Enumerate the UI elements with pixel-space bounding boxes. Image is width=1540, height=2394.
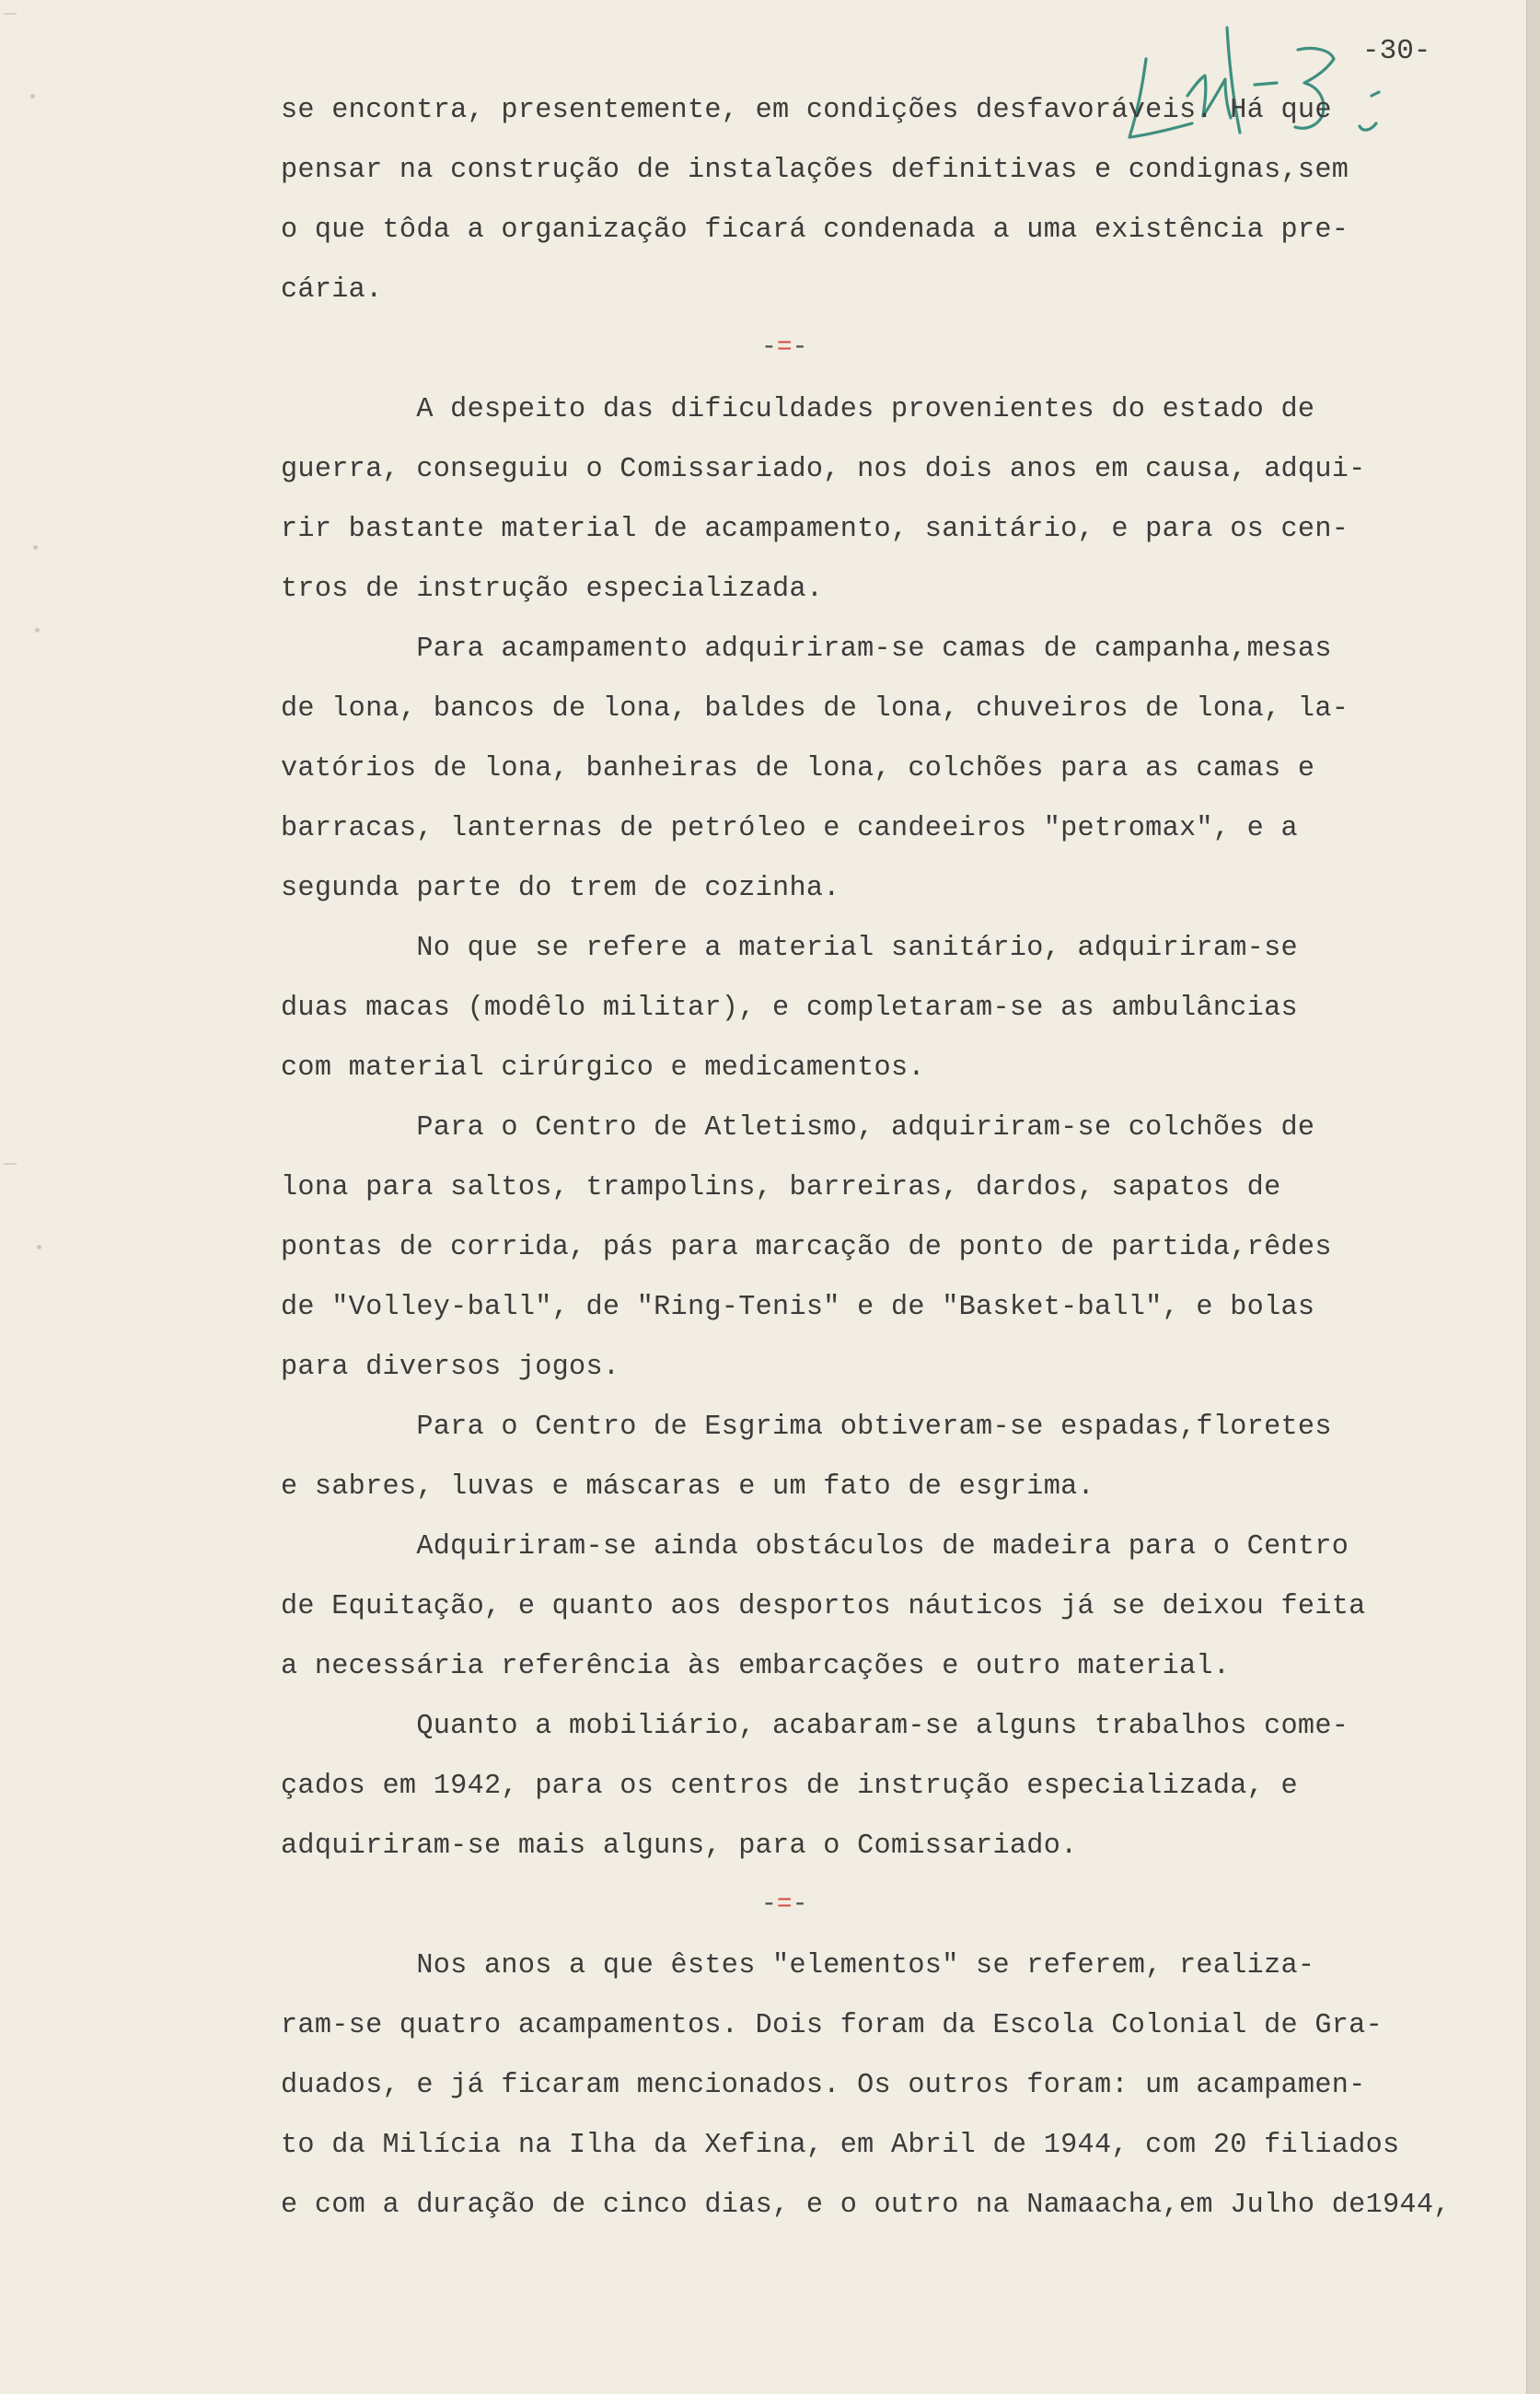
- paper-mark: [30, 94, 35, 99]
- section-separator: [761, 333, 807, 362]
- text-line: a necessária referência às embarcações e outro material.: [281, 1651, 1231, 1682]
- text-line: duados, e já ficaram mencionados. Os outros foram: um acampamen-: [281, 2070, 1366, 2101]
- text-line: com material cirúrgico e medicamentos.: [281, 1052, 925, 1084]
- text-line: e com a duração de cinco dias, e o outro na Namaacha,em Julho de1944,: [281, 2190, 1451, 2221]
- text-line: Adquiriram-se ainda obstáculos de madeira para o Centro: [281, 1531, 1349, 1563]
- text-line: adquiriram-se mais alguns, para o Comissariado.: [281, 1830, 1078, 1862]
- text-line: Quanto a mobiliário, acabaram-se alguns trabalhos come-: [281, 1711, 1349, 1742]
- separator-dash: -: [761, 333, 777, 362]
- separator-double-rule: =: [776, 333, 793, 362]
- text-line: e sabres, luvas e máscaras e um fato de esgrima.: [281, 1471, 1094, 1503]
- text-line: para diversos jogos.: [281, 1352, 620, 1383]
- page-number: -30-: [1362, 35, 1431, 67]
- text-line: se encontra, presentemente, em condições desfavoráveis. Há que: [281, 95, 1332, 126]
- text-line: segunda parte do trem de cozinha.: [281, 873, 840, 904]
- separator-double-rule: =: [776, 1890, 793, 1919]
- text-line: to da Milícia na Ilha da Xefina, em Abril de 1944, com 20 filiados: [281, 2130, 1400, 2161]
- text-line: Nos anos a que êstes "elementos" se referem, realiza-: [281, 1950, 1315, 1981]
- text-line: No que se refere a material sanitário, adquiriram-se: [281, 933, 1298, 964]
- separator-dash: -: [761, 1890, 777, 1919]
- text-line: barracas, lanternas de petróleo e candeeiros "petromax", e a: [281, 813, 1298, 844]
- paper-mark: [35, 628, 40, 633]
- text-line: pensar na construção de instalações definitivas e condignas,sem: [281, 155, 1349, 186]
- text-line: o que tôda a organização ficará condenada a uma existência pre-: [281, 215, 1349, 246]
- margin-tick: [4, 13, 17, 15]
- paper-mark: [33, 545, 38, 550]
- text-line: cária.: [281, 274, 383, 306]
- text-line: tros de instrução especializada.: [281, 574, 824, 605]
- paper-mark: [37, 1245, 41, 1249]
- separator-dash: -: [792, 1890, 808, 1919]
- margin-tick: [4, 1163, 17, 1165]
- separator-dash: -: [792, 333, 808, 362]
- text-line: Para o Centro de Atletismo, adquiriram-se colchões de: [281, 1112, 1315, 1144]
- text-line: pontas de corrida, pás para marcação de ponto de partida,rêdes: [281, 1232, 1332, 1263]
- text-line: çados em 1942, para os centros de instrução especializada, e: [281, 1771, 1298, 1802]
- text-line: Para acampamento adquiriram-se camas de campanha,mesas: [281, 633, 1332, 665]
- page-edge-shadow: [1526, 0, 1540, 2394]
- text-line: rir bastante material de acampamento, sanitário, e para os cen-: [281, 514, 1349, 545]
- handwritten-initials-signature: [1109, 22, 1404, 160]
- text-line: vatórios de lona, banheiras de lona, colchões para as camas e: [281, 753, 1315, 784]
- text-line: guerra, conseguiu o Comissariado, nos dois anos em causa, adqui-: [281, 454, 1366, 485]
- text-line: ram-se quatro acampamentos. Dois foram da Escola Colonial de Gra-: [281, 2010, 1384, 2041]
- text-line: de lona, bancos de lona, baldes de lona, chuveiros de lona, la-: [281, 693, 1349, 725]
- text-line: de "Volley-ball", de "Ring-Tenis" e de "Basket-ball", e bolas: [281, 1292, 1315, 1323]
- text-line: Para o Centro de Esgrima obtiveram-se espadas,floretes: [281, 1412, 1332, 1443]
- text-line: lona para saltos, trampolins, barreiras, dardos, sapatos de: [281, 1172, 1281, 1203]
- text-line: A despeito das dificuldades provenientes do estado de: [281, 394, 1315, 425]
- section-separator: [761, 1890, 807, 1919]
- text-line: de Equitação, e quanto aos desportos náuticos já se deixou feita: [281, 1591, 1366, 1622]
- text-line: duas macas (modêlo militar), e completaram-se as ambulâncias: [281, 993, 1298, 1024]
